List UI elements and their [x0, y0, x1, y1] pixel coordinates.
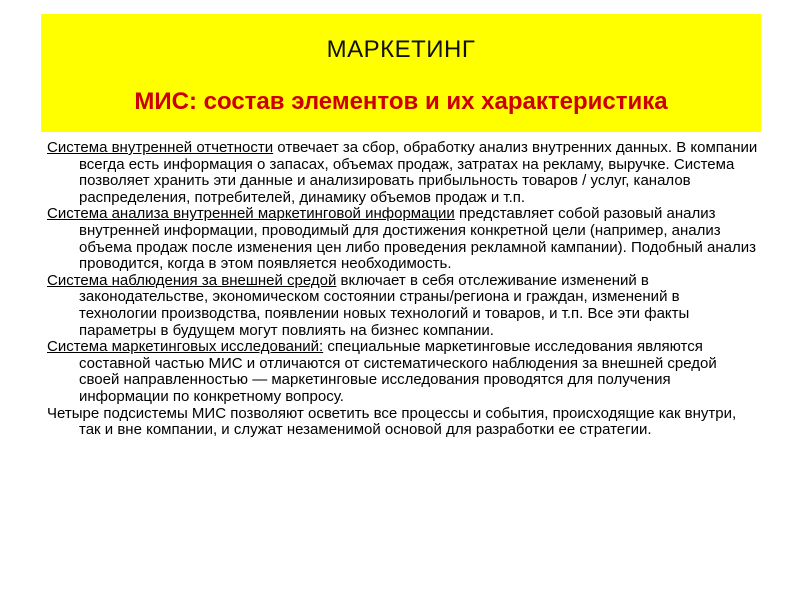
paragraph-internal-analysis	[47, 206, 759, 272]
slide-subtitle: МИС: состав элементов и их характеристика	[134, 88, 668, 115]
paragraph-text: Четыре подсистемы МИС позволяют осветить все процессы и события, происходящие как внутри, так и вне компании, и служат незаменимой основой для разработки ее стратегии.	[47, 404, 737, 439]
title-banner	[41, 14, 761, 132]
paragraph-conclusion	[47, 406, 759, 439]
term-marketing-research: Система маркетинговых исследований:	[47, 338, 324, 356]
paragraph-text: включает в себя отслеживание изменений в законодательстве, экономическом состоянии страны/региона и граждан, изменений в технологии производства, появлении новых технологий и товаров, и т.п. Все эти факты параметры в будущем могут повлиять на бизнес компании.	[79, 271, 690, 339]
term-internal-reporting: Система внутренней отчетности	[47, 139, 274, 156]
paragraph-text: специальные маркетинговые исследования являются составной частью МИС и отличаются от систематического наблюдения за внешней средой своей направленностью — маркетинговые исследования проводятся для получения информации по конкретному вопросу.	[79, 338, 717, 405]
paragraph-text: отвечает за сбор, обработку анализ внутренних данных. В компании всегда есть информация о запасах, объемах продаж, затратах на рекламу, выручке. Система позволяет хранить эти данные и анализировать прибыльность товаров / услуг, каналов распределения, потребителей, динамику объемов продаж и т.п.	[79, 139, 758, 206]
term-internal-analysis: Система анализа внутренней маркетинговой информации	[47, 205, 455, 223]
paragraph-text: представляет собой разовый анализ внутренней информации, проводимый для достижения конкретной цели (например, анализ объема продаж после изменения цен либо проведения рекламной кампании). Подобный анализ проводится, когда в этом появляется необходимость.	[79, 205, 757, 273]
paragraph-marketing-research	[47, 339, 759, 405]
slide-body	[47, 140, 759, 439]
paragraph-internal-reporting	[47, 140, 759, 206]
slide-title: МАРКЕТИНГ	[326, 36, 476, 63]
term-environment-monitoring: Система наблюдения за внешней средой	[47, 271, 337, 289]
paragraph-environment-monitoring	[47, 273, 759, 339]
